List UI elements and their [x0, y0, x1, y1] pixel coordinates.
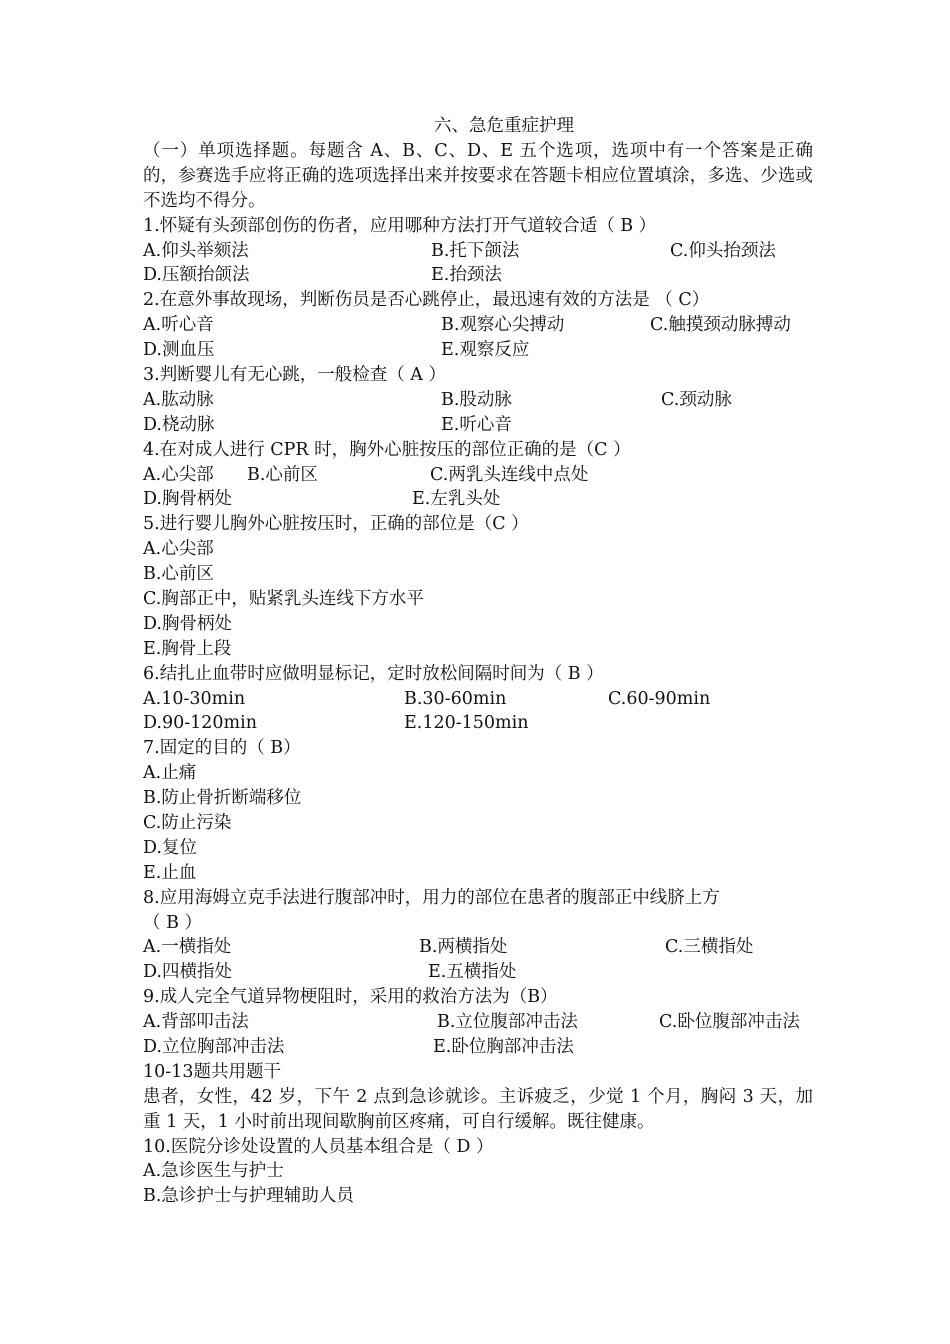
case-description: 患者，女性，42 岁，下午 2 点到急诊就诊。主诉疲乏，少觉 1 个月，胸闷 3 天，加重 1 天，1 小时前出现间歇胸前区疼痛，可自行缓解。既往健康。	[143, 1086, 813, 1132]
option-b: B.30-60min	[404, 688, 507, 709]
option-c: C.防止污染	[143, 812, 232, 833]
shared-stem-heading: 10-13题共用题干	[143, 1061, 281, 1082]
question-5-stem: 5.进行婴儿胸外心脏按压时，正确的部位是（C ）	[143, 514, 529, 535]
option-b: B.立位腹部冲击法	[437, 1012, 578, 1033]
option-e: E.五横指处	[428, 962, 517, 983]
option-e: E.胸骨上段	[143, 638, 232, 659]
question-10-stem: 10.医院分诊处设置的人员基本组合是（ D ）	[143, 1136, 494, 1157]
option-c: C.仰头抬颈法	[670, 240, 776, 261]
question-2-options-row-2	[143, 338, 813, 363]
question-4-options-row-2	[143, 487, 813, 512]
option-b: B.急诊护士与护理辅助人员	[143, 1186, 354, 1207]
option-b: B.股动脉	[441, 389, 512, 410]
option-e: E.左乳头处	[412, 489, 501, 510]
option-d: D.90-120min	[143, 713, 258, 734]
option-b: B.心前区	[143, 564, 214, 585]
question-8-stem: 8.应用海姆立克手法进行腹部冲时，用力的部位在患者的腹部正中线脐上方	[143, 887, 720, 908]
option-e: E.观察反应	[441, 340, 530, 361]
question-8-answer: （ B ）	[143, 912, 202, 933]
question-1-options-row-2	[143, 263, 813, 288]
option-a: A.背部叩击法	[143, 1012, 249, 1033]
question-6-stem: 6.结扎止血带时应做明显标记，定时放松间隔时间为（ B ）	[143, 663, 604, 684]
option-c: C.两乳头连线中点处	[430, 464, 589, 485]
question-9-options-row-2	[143, 1035, 813, 1060]
option-c: C.60-90min	[608, 688, 711, 709]
option-c: C.卧位腹部冲击法	[659, 1012, 800, 1033]
question-4-options-row-1	[143, 463, 813, 488]
option-e: E.止血	[143, 862, 197, 883]
option-a: A.仰头举颏法	[143, 240, 249, 261]
option-e: E.听心音	[441, 414, 512, 435]
option-a: A.10-30min	[143, 688, 246, 709]
exam-content	[143, 114, 813, 1209]
option-b: B.防止骨折断端移位	[143, 788, 302, 809]
option-d: D.四横指处	[143, 962, 232, 983]
option-d: D.立位胸部冲击法	[143, 1037, 285, 1057]
question-1-stem: 1.怀疑有头颈部创伤的伤者，应用哪种方法打开气道较合适（ B ）	[143, 215, 657, 236]
option-a: A.止痛	[143, 763, 197, 784]
option-d: D.胸骨柄处	[143, 613, 232, 634]
option-c: C.颈动脉	[661, 389, 732, 410]
option-a: A.听心音	[143, 315, 214, 336]
question-1-options-row-1	[143, 239, 813, 264]
option-b: B.心前区	[247, 464, 318, 485]
question-8-options-row-1	[143, 935, 813, 960]
option-a: A.心尖部	[143, 464, 214, 485]
question-3-stem: 3.判断婴儿有无心跳，一般检查（ A ）	[143, 364, 446, 385]
question-3-options-row-2	[143, 413, 813, 438]
option-b: B.托下颌法	[431, 240, 520, 261]
option-d: D.测血压	[143, 340, 215, 361]
option-d: D.复位	[143, 837, 197, 858]
option-e: E.抬颈法	[431, 265, 502, 286]
question-7-stem: 7.固定的目的（ B）	[143, 738, 301, 759]
instructions-paragraph: （一）单项选择题。每题含 A、B、C、D、E 五个选项，选项中有一个答案是正确的，参赛选手应将正确的选项选择出来并按要求在答题卡相应位置填涂，多选、少选或不选均不得分。	[143, 140, 813, 211]
option-c: C.三横指处	[665, 937, 754, 958]
option-e: E.卧位胸部冲击法	[433, 1037, 574, 1057]
question-4-stem: 4.在对成人进行 CPR 时，胸外心脏按压的部位正确的是（C ）	[143, 439, 631, 460]
question-6-options-row-2	[143, 711, 813, 736]
option-a: A.急诊医生与护士	[143, 1161, 284, 1182]
option-c: C.触摸颈动脉搏动	[650, 315, 791, 336]
option-c: C.胸部正中，贴紧乳头连线下方水平	[143, 588, 424, 609]
option-a: A.心尖部	[143, 539, 214, 560]
question-6-options-row-1	[143, 687, 813, 712]
question-3-options-row-1	[143, 388, 813, 413]
option-a: A.一横指处	[143, 937, 232, 958]
section-title: 六、急危重症护理	[434, 116, 574, 136]
option-d: D.胸骨柄处	[143, 489, 232, 510]
option-d: D.桡动脉	[143, 414, 215, 435]
option-d: D.压额抬颌法	[143, 265, 250, 286]
question-9-stem: 9.成人完全气道异物梗阻时，采用的救治方法为（B）	[143, 987, 558, 1008]
option-b: B.观察心尖搏动	[441, 315, 565, 336]
option-e: E.120-150min	[404, 713, 529, 734]
question-2-stem: 2.在意外事故现场，判断伤员是否心跳停止，最迅速有效的方法是 （ C）	[143, 290, 710, 311]
question-8-options-row-2	[143, 960, 813, 985]
question-9-options-row-1	[143, 1010, 813, 1035]
option-b: B.两横指处	[419, 937, 508, 958]
question-2-options-row-1	[143, 313, 813, 338]
option-a: A.肱动脉	[143, 389, 214, 410]
